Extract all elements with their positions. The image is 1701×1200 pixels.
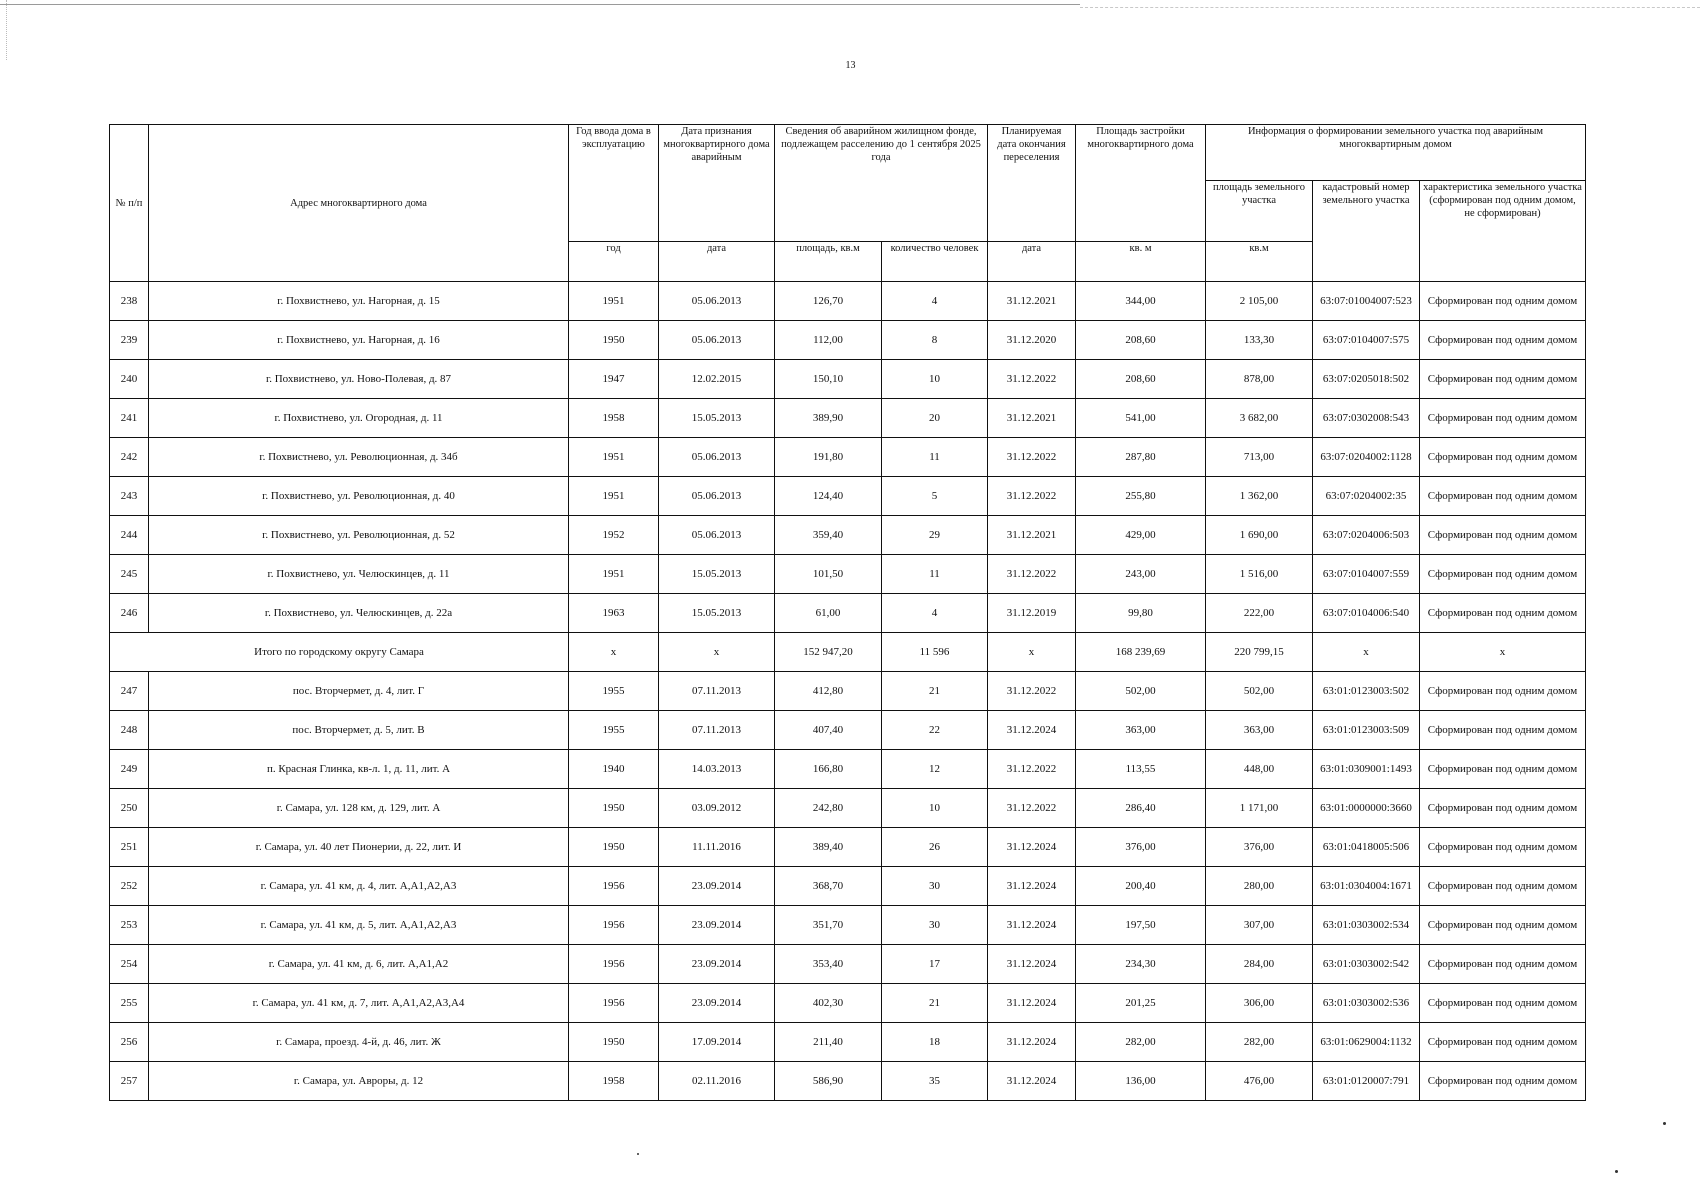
- row-people: 4: [882, 282, 988, 321]
- row-area: 191,80: [775, 438, 882, 477]
- total-char: х: [1420, 633, 1586, 672]
- row-cadastral: 63:01:0629004:1132: [1313, 1023, 1420, 1062]
- row-date-declared: 05.06.2013: [659, 321, 775, 360]
- row-number: 249: [110, 750, 149, 789]
- row-area: 126,70: [775, 282, 882, 321]
- row-land-area: 307,00: [1206, 906, 1313, 945]
- row-people: 29: [882, 516, 988, 555]
- header-planned-date: Планируемая дата окончания переселения: [988, 125, 1076, 242]
- row-land-char: Сформирован под одним домом: [1420, 282, 1586, 321]
- row-land-area: 1 690,00: [1206, 516, 1313, 555]
- row-people: 8: [882, 321, 988, 360]
- row-cadastral: 63:07:0205018:502: [1313, 360, 1420, 399]
- row-year-built: 1951: [569, 438, 659, 477]
- table-header: [110, 125, 1586, 282]
- table-row: [110, 321, 1586, 360]
- header-land-char: характеристика земельного участка (сформирован под одним домом, не сформирован): [1420, 181, 1586, 282]
- row-planned-date: 31.12.2022: [988, 477, 1076, 516]
- row-planned-date: 31.12.2024: [988, 945, 1076, 984]
- row-land-area: 222,00: [1206, 594, 1313, 633]
- row-building-area: 234,30: [1076, 945, 1206, 984]
- row-building-area: 197,50: [1076, 906, 1206, 945]
- row-people: 26: [882, 828, 988, 867]
- row-area: 389,90: [775, 399, 882, 438]
- row-land-area: 284,00: [1206, 945, 1313, 984]
- row-number: 242: [110, 438, 149, 477]
- row-land-area: 2 105,00: [1206, 282, 1313, 321]
- row-address: пос. Вторчермет, д. 4, лит. Г: [149, 672, 569, 711]
- row-building-area: 286,40: [1076, 789, 1206, 828]
- row-date-declared: 11.11.2016: [659, 828, 775, 867]
- row-building-area: 541,00: [1076, 399, 1206, 438]
- row-planned-date: 31.12.2019: [988, 594, 1076, 633]
- row-land-char: Сформирован под одним домом: [1420, 750, 1586, 789]
- header-cadastral: кадастровый номер земельного участка: [1313, 181, 1420, 282]
- row-land-area: 3 682,00: [1206, 399, 1313, 438]
- row-planned-date: 31.12.2024: [988, 828, 1076, 867]
- row-area: 412,80: [775, 672, 882, 711]
- row-number: 254: [110, 945, 149, 984]
- row-cadastral: 63:01:0309001:1493: [1313, 750, 1420, 789]
- row-land-area: 502,00: [1206, 672, 1313, 711]
- row-building-area: 136,00: [1076, 1062, 1206, 1101]
- row-building-area: 208,60: [1076, 321, 1206, 360]
- row-building-area: 208,60: [1076, 360, 1206, 399]
- row-building-area: 113,55: [1076, 750, 1206, 789]
- row-year-built: 1951: [569, 477, 659, 516]
- row-number: 238: [110, 282, 149, 321]
- header-num: № п/п: [110, 125, 149, 282]
- row-date-declared: 17.09.2014: [659, 1023, 775, 1062]
- scan-speck: [637, 1153, 639, 1155]
- row-area: 351,70: [775, 906, 882, 945]
- row-land-char: Сформирован под одним домом: [1420, 594, 1586, 633]
- row-planned-date: 31.12.2022: [988, 360, 1076, 399]
- row-year-built: 1963: [569, 594, 659, 633]
- row-address: г. Похвистнево, ул. Челюскинцев, д. 11: [149, 555, 569, 594]
- table-row: [110, 867, 1586, 906]
- row-planned-date: 31.12.2021: [988, 516, 1076, 555]
- row-planned-date: 31.12.2024: [988, 906, 1076, 945]
- row-date-declared: 05.06.2013: [659, 282, 775, 321]
- row-year-built: 1956: [569, 945, 659, 984]
- row-land-char: Сформирован под одним домом: [1420, 438, 1586, 477]
- row-year-built: 1956: [569, 906, 659, 945]
- total-land-area: 220 799,15: [1206, 633, 1313, 672]
- row-land-char: Сформирован под одним домом: [1420, 321, 1586, 360]
- row-land-char: Сформирован под одним домом: [1420, 867, 1586, 906]
- row-year-built: 1955: [569, 672, 659, 711]
- total-declared: х: [659, 633, 775, 672]
- row-land-char: Сформирован под одним домом: [1420, 789, 1586, 828]
- row-address: г. Похвистнево, ул. Челюскинцев, д. 22а: [149, 594, 569, 633]
- row-building-area: 429,00: [1076, 516, 1206, 555]
- row-land-char: Сформирован под одним домом: [1420, 984, 1586, 1023]
- row-cadastral: 63:07:0204002:35: [1313, 477, 1420, 516]
- row-date-declared: 14.03.2013: [659, 750, 775, 789]
- row-area: 150,10: [775, 360, 882, 399]
- row-number: 245: [110, 555, 149, 594]
- row-land-char: Сформирован под одним домом: [1420, 399, 1586, 438]
- row-number: 250: [110, 789, 149, 828]
- row-people: 4: [882, 594, 988, 633]
- row-people: 30: [882, 867, 988, 906]
- header-land-area: площадь земельного участка: [1206, 181, 1313, 242]
- row-cadastral: 63:01:0123003:509: [1313, 711, 1420, 750]
- row-land-char: Сформирован под одним домом: [1420, 477, 1586, 516]
- row-date-declared: 02.11.2016: [659, 1062, 775, 1101]
- row-cadastral: 63:01:0303002:536: [1313, 984, 1420, 1023]
- row-land-area: 1 171,00: [1206, 789, 1313, 828]
- row-area: 402,30: [775, 984, 882, 1023]
- row-cadastral: 63:07:0104006:540: [1313, 594, 1420, 633]
- row-address: г. Самара, ул. 41 км, д. 4, лит. А,А1,А2,А3: [149, 867, 569, 906]
- row-year-built: 1956: [569, 867, 659, 906]
- row-people: 30: [882, 906, 988, 945]
- header-unit-people: количество человек: [882, 242, 988, 282]
- row-date-declared: 05.06.2013: [659, 516, 775, 555]
- row-planned-date: 31.12.2022: [988, 789, 1076, 828]
- row-people: 11: [882, 438, 988, 477]
- header-unit-date: дата: [659, 242, 775, 282]
- row-number: 239: [110, 321, 149, 360]
- row-date-declared: 15.05.2013: [659, 555, 775, 594]
- total-cadastral: х: [1313, 633, 1420, 672]
- row-land-char: Сформирован под одним домом: [1420, 516, 1586, 555]
- row-address: г. Похвистнево, ул. Революционная, д. 52: [149, 516, 569, 555]
- row-year-built: 1958: [569, 1062, 659, 1101]
- total-people: 11 596: [882, 633, 988, 672]
- table-row: [110, 516, 1586, 555]
- row-date-declared: 23.09.2014: [659, 945, 775, 984]
- row-date-declared: 07.11.2013: [659, 672, 775, 711]
- row-cadastral: 63:07:01004007:523: [1313, 282, 1420, 321]
- row-cadastral: 63:07:0104007:559: [1313, 555, 1420, 594]
- total-year: х: [569, 633, 659, 672]
- row-land-area: 1 362,00: [1206, 477, 1313, 516]
- row-area: 389,40: [775, 828, 882, 867]
- row-year-built: 1950: [569, 321, 659, 360]
- row-date-declared: 15.05.2013: [659, 594, 775, 633]
- table-row: [110, 1023, 1586, 1062]
- scan-border-line: [0, 4, 1080, 5]
- row-people: 17: [882, 945, 988, 984]
- header-emergency-fund: Сведения об аварийном жилищном фонде, подлежащем расселению до 1 сентября 2025 года: [775, 125, 988, 242]
- table-row: [110, 594, 1586, 633]
- table-row: [110, 360, 1586, 399]
- row-cadastral: 63:07:0302008:543: [1313, 399, 1420, 438]
- scan-speck: [1663, 1122, 1666, 1125]
- row-address: пос. Вторчермет, д. 5, лит. В: [149, 711, 569, 750]
- table-total: [110, 633, 1586, 672]
- row-people: 18: [882, 1023, 988, 1062]
- row-people: 10: [882, 360, 988, 399]
- row-land-char: Сформирован под одним домом: [1420, 945, 1586, 984]
- row-planned-date: 31.12.2022: [988, 438, 1076, 477]
- row-planned-date: 31.12.2021: [988, 399, 1076, 438]
- row-people: 22: [882, 711, 988, 750]
- row-planned-date: 31.12.2024: [988, 1023, 1076, 1062]
- header-unit-sqm: кв. м: [1076, 242, 1206, 282]
- header-unit-date2: дата: [988, 242, 1076, 282]
- row-cadastral: 63:01:0123003:502: [1313, 672, 1420, 711]
- row-year-built: 1950: [569, 789, 659, 828]
- row-cadastral: 63:01:0303002:542: [1313, 945, 1420, 984]
- row-address: г. Самара, проезд. 4-й, д. 46, лит. Ж: [149, 1023, 569, 1062]
- row-land-area: 133,30: [1206, 321, 1313, 360]
- row-land-area: 306,00: [1206, 984, 1313, 1023]
- row-address: г. Самара, ул. Авроры, д. 12: [149, 1062, 569, 1101]
- row-number: 246: [110, 594, 149, 633]
- table-row: [110, 906, 1586, 945]
- row-building-area: 502,00: [1076, 672, 1206, 711]
- row-number: 248: [110, 711, 149, 750]
- row-building-area: 255,80: [1076, 477, 1206, 516]
- row-people: 12: [882, 750, 988, 789]
- row-number: 256: [110, 1023, 149, 1062]
- emergency-housing-table: [109, 124, 1586, 1101]
- row-people: 21: [882, 984, 988, 1023]
- row-address: г. Самара, ул. 41 км, д. 5, лит. А,А1,А2,А3: [149, 906, 569, 945]
- table-row: [110, 984, 1586, 1023]
- row-year-built: 1950: [569, 1023, 659, 1062]
- row-planned-date: 31.12.2021: [988, 282, 1076, 321]
- row-address: г. Похвистнево, ул. Ново-Полевая, д. 87: [149, 360, 569, 399]
- row-number: 241: [110, 399, 149, 438]
- row-year-built: 1958: [569, 399, 659, 438]
- row-address: г. Самара, ул. 41 км, д. 7, лит. А,А1,А2,А3,А4: [149, 984, 569, 1023]
- row-land-area: 280,00: [1206, 867, 1313, 906]
- row-address: г. Похвистнево, ул. Нагорная, д. 16: [149, 321, 569, 360]
- row-land-char: Сформирован под одним домом: [1420, 555, 1586, 594]
- row-number: 255: [110, 984, 149, 1023]
- row-cadastral: 63:01:0304004:1671: [1313, 867, 1420, 906]
- table-row: [110, 555, 1586, 594]
- row-people: 5: [882, 477, 988, 516]
- table-row: [110, 789, 1586, 828]
- row-number: 247: [110, 672, 149, 711]
- row-building-area: 243,00: [1076, 555, 1206, 594]
- row-people: 20: [882, 399, 988, 438]
- row-building-area: 376,00: [1076, 828, 1206, 867]
- row-number: 251: [110, 828, 149, 867]
- row-building-area: 99,80: [1076, 594, 1206, 633]
- total-planned: х: [988, 633, 1076, 672]
- table-row: [110, 828, 1586, 867]
- row-year-built: 1940: [569, 750, 659, 789]
- row-year-built: 1955: [569, 711, 659, 750]
- row-land-char: Сформирован под одним домом: [1420, 1062, 1586, 1101]
- row-land-char: Сформирован под одним домом: [1420, 360, 1586, 399]
- row-land-char: Сформирован под одним домом: [1420, 1023, 1586, 1062]
- row-land-area: 282,00: [1206, 1023, 1313, 1062]
- table-row: [110, 711, 1586, 750]
- header-building-area: Площадь застройки многоквартирного дома: [1076, 125, 1206, 242]
- row-planned-date: 31.12.2022: [988, 555, 1076, 594]
- row-building-area: 363,00: [1076, 711, 1206, 750]
- table-row: [110, 399, 1586, 438]
- table-row: [110, 945, 1586, 984]
- table-row: [110, 282, 1586, 321]
- row-address: г. Похвистнево, ул. Нагорная, д. 15: [149, 282, 569, 321]
- row-address: г. Самара, ул. 128 км, д. 129, лит. А: [149, 789, 569, 828]
- row-people: 21: [882, 672, 988, 711]
- row-date-declared: 23.09.2014: [659, 867, 775, 906]
- row-planned-date: 31.12.2020: [988, 321, 1076, 360]
- header-unit-sqm2: кв.м: [1206, 242, 1313, 282]
- total-area: 152 947,20: [775, 633, 882, 672]
- row-year-built: 1951: [569, 555, 659, 594]
- row-address: г. Самара, ул. 41 км, д. 6, лит. А,А1,А2: [149, 945, 569, 984]
- table-row: [110, 672, 1586, 711]
- row-number: 257: [110, 1062, 149, 1101]
- scan-edge-mark: [0, 0, 7, 60]
- row-date-declared: 23.09.2014: [659, 984, 775, 1023]
- table-row: [110, 1062, 1586, 1101]
- row-date-declared: 12.02.2015: [659, 360, 775, 399]
- row-area: 407,40: [775, 711, 882, 750]
- row-cadastral: 63:01:0000000:3660: [1313, 789, 1420, 828]
- row-year-built: 1951: [569, 282, 659, 321]
- header-date-declared: Дата признания многоквартирного дома аварийным: [659, 125, 775, 242]
- row-area: 61,00: [775, 594, 882, 633]
- row-date-declared: 07.11.2013: [659, 711, 775, 750]
- row-area: 101,50: [775, 555, 882, 594]
- row-area: 359,40: [775, 516, 882, 555]
- header-unit-area: площадь, кв.м: [775, 242, 882, 282]
- row-date-declared: 05.06.2013: [659, 477, 775, 516]
- row-building-area: 287,80: [1076, 438, 1206, 477]
- row-building-area: 282,00: [1076, 1023, 1206, 1062]
- row-address: г. Самара, ул. 40 лет Пионерии, д. 22, лит. И: [149, 828, 569, 867]
- header-address: Адрес многоквартирного дома: [149, 125, 569, 282]
- row-people: 35: [882, 1062, 988, 1101]
- row-building-area: 201,25: [1076, 984, 1206, 1023]
- row-number: 243: [110, 477, 149, 516]
- row-year-built: 1950: [569, 828, 659, 867]
- row-area: 211,40: [775, 1023, 882, 1062]
- row-area: 166,80: [775, 750, 882, 789]
- row-date-declared: 03.09.2012: [659, 789, 775, 828]
- row-people: 11: [882, 555, 988, 594]
- scan-speck: [1615, 1170, 1618, 1173]
- scan-border-line-dashed: [1080, 7, 1700, 8]
- row-number: 252: [110, 867, 149, 906]
- header-unit-year: год: [569, 242, 659, 282]
- row-land-area: 448,00: [1206, 750, 1313, 789]
- row-area: 112,00: [775, 321, 882, 360]
- row-cadastral: 63:07:0204006:503: [1313, 516, 1420, 555]
- row-address: п. Красная Глинка, кв-л. 1, д. 11, лит. А: [149, 750, 569, 789]
- row-planned-date: 31.12.2022: [988, 750, 1076, 789]
- row-cadastral: 63:07:0204002:1128: [1313, 438, 1420, 477]
- row-area: 586,90: [775, 1062, 882, 1101]
- total-row: [110, 633, 1586, 672]
- row-number: 244: [110, 516, 149, 555]
- row-building-area: 344,00: [1076, 282, 1206, 321]
- header-land-info: Информация о формировании земельного участка под аварийным многоквартирным домом: [1206, 125, 1586, 181]
- row-land-area: 713,00: [1206, 438, 1313, 477]
- row-number: 253: [110, 906, 149, 945]
- row-area: 353,40: [775, 945, 882, 984]
- row-area: 242,80: [775, 789, 882, 828]
- row-land-area: 878,00: [1206, 360, 1313, 399]
- table-body-samara: [110, 672, 1586, 1101]
- row-area: 368,70: [775, 867, 882, 906]
- row-planned-date: 31.12.2024: [988, 984, 1076, 1023]
- row-planned-date: 31.12.2024: [988, 1062, 1076, 1101]
- row-address: г. Похвистнево, ул. Огородная, д. 11: [149, 399, 569, 438]
- table-row: [110, 438, 1586, 477]
- row-people: 10: [882, 789, 988, 828]
- row-planned-date: 31.12.2022: [988, 672, 1076, 711]
- total-label: Итого по городскому округу Самара: [110, 633, 569, 672]
- row-number: 240: [110, 360, 149, 399]
- row-address: г. Похвистнево, ул. Революционная, д. 40: [149, 477, 569, 516]
- row-land-char: Сформирован под одним домом: [1420, 828, 1586, 867]
- table-row: [110, 477, 1586, 516]
- row-land-char: Сформирован под одним домом: [1420, 711, 1586, 750]
- row-cadastral: 63:01:0120007:791: [1313, 1062, 1420, 1101]
- row-planned-date: 31.12.2024: [988, 711, 1076, 750]
- row-planned-date: 31.12.2024: [988, 867, 1076, 906]
- table-row: [110, 750, 1586, 789]
- row-date-declared: 23.09.2014: [659, 906, 775, 945]
- row-date-declared: 15.05.2013: [659, 399, 775, 438]
- row-cadastral: 63:01:0303002:534: [1313, 906, 1420, 945]
- row-address: г. Похвистнево, ул. Революционная, д. 34б: [149, 438, 569, 477]
- row-year-built: 1952: [569, 516, 659, 555]
- row-land-area: 363,00: [1206, 711, 1313, 750]
- row-land-area: 1 516,00: [1206, 555, 1313, 594]
- row-building-area: 200,40: [1076, 867, 1206, 906]
- row-area: 124,40: [775, 477, 882, 516]
- row-year-built: 1956: [569, 984, 659, 1023]
- row-date-declared: 05.06.2013: [659, 438, 775, 477]
- row-cadastral: 63:07:0104007:575: [1313, 321, 1420, 360]
- row-land-char: Сформирован под одним домом: [1420, 906, 1586, 945]
- page-number: 13: [845, 60, 856, 71]
- header-year-built: Год ввода дома в эксплуатацию: [569, 125, 659, 242]
- row-land-area: 376,00: [1206, 828, 1313, 867]
- row-land-area: 476,00: [1206, 1062, 1313, 1101]
- row-cadastral: 63:01:0418005:506: [1313, 828, 1420, 867]
- row-year-built: 1947: [569, 360, 659, 399]
- total-building-area: 168 239,69: [1076, 633, 1206, 672]
- row-land-char: Сформирован под одним домом: [1420, 672, 1586, 711]
- table-body-pokhvistnevo: [110, 282, 1586, 633]
